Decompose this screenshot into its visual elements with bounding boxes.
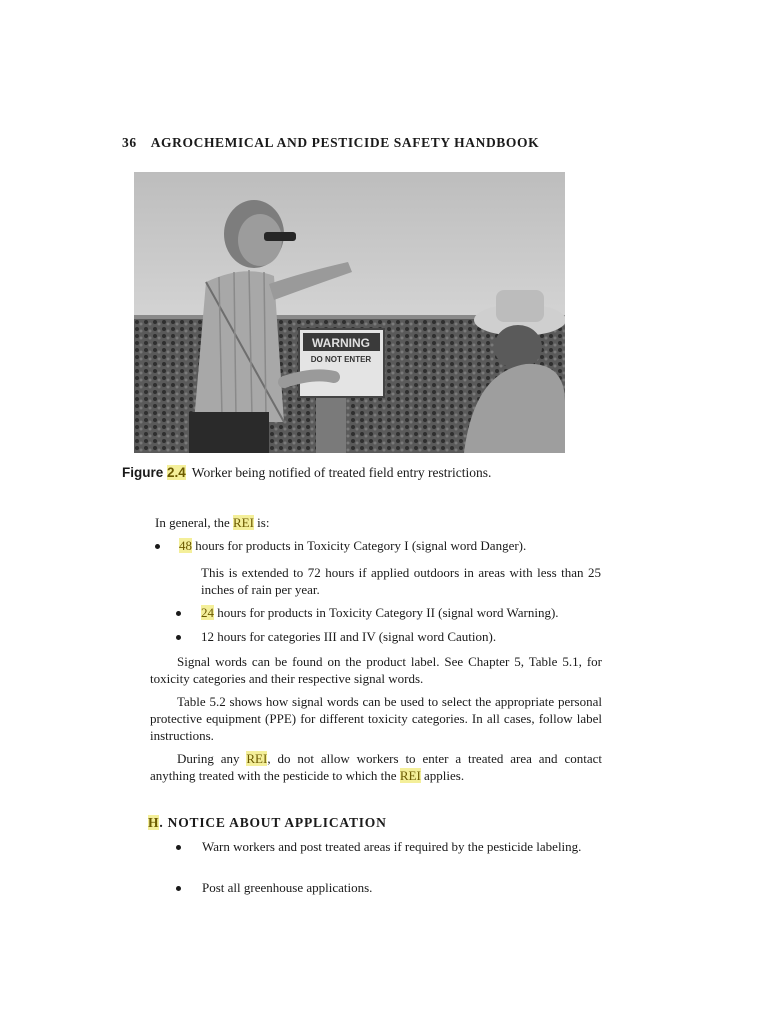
rei-bullet-48-note: This is extended to 72 hours if applied outdoors in areas with less than 25 inches of rain per year.: [201, 565, 601, 597]
rei-intro: In general, the REI is:: [155, 515, 270, 530]
notice-bullet-warn: Warn workers and post treated areas if required by the pesticide labeling.: [176, 838, 602, 855]
notice-bullet-greenhouse: Post all greenhouse applications.: [176, 879, 372, 896]
rei-term: REI: [246, 751, 268, 766]
rei-term: REI: [232, 515, 254, 530]
rei-bullet-12: 12 hours for categories III and IV (signal word Caution).: [176, 628, 496, 645]
rei-term: REI: [399, 768, 421, 783]
rei-bullet-48: 48 hours for products in Toxicity Category I (signal word Danger).: [155, 537, 526, 554]
figure-caption-text: Worker being notified of treated field entry restrictions.: [191, 465, 492, 480]
hours-48: 48: [179, 538, 192, 553]
paragraph-signal-words: Signal words can be found on the product label. See Chapter 5, Table 5.1, for toxicity categories and their respective signal words.: [150, 654, 602, 686]
figure-label: Figure 2.4: [122, 465, 186, 480]
paragraph-rei-restriction: During any REI, do not allow workers to enter a treated area and contact anything treated with the pesticide to which the REI applies.: [150, 751, 602, 783]
section-letter: H: [148, 815, 160, 830]
section-h-heading: [148, 815, 387, 831]
paragraph-ppe: Table 5.2 shows how signal words can be used to select the appropriate personal protective equipment (PPE) for different toxicity categories. In all cases, follow label instructions.: [150, 694, 602, 743]
figure-caption: [122, 465, 491, 481]
book-title: AGROCHEMICAL AND PESTICIDE SAFETY HANDBOOK: [150, 135, 540, 150]
page-number: 36: [122, 135, 137, 150]
rei-bullet-24: 24 hours for products in Toxicity Category II (signal word Warning).: [176, 604, 559, 621]
sign-warning-text: WARNING: [312, 336, 370, 350]
running-head: [122, 135, 539, 151]
section-title: . NOTICE ABOUT APPLICATION: [159, 815, 387, 830]
figure-photo: [134, 172, 565, 453]
sign-enter-text: DO NOT ENTER: [310, 355, 372, 364]
hours-24: 24: [201, 605, 214, 620]
